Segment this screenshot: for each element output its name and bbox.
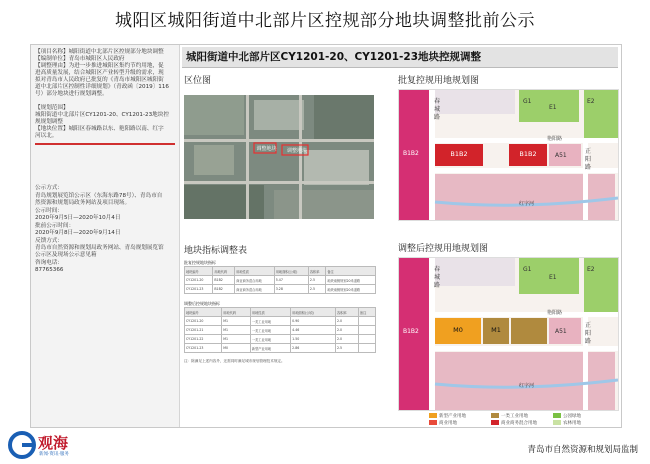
table-header: 用地代码 (213, 267, 235, 276)
notice-line: 青岛市自然资源和规划局政务网站、青岛规划展览馆 (35, 245, 164, 251)
info-line: 拟对青岛市人民政府已批复的《青岛市城阳区城阳街 (35, 77, 164, 83)
zone-label: G1 (523, 266, 532, 273)
table-cell (358, 335, 375, 344)
notice-line: 然资源和规划局政务网站及项目现场。 (35, 200, 131, 206)
info-line: 号）部分地块进行规划调整。 (35, 91, 108, 97)
plot-label: M0 (453, 326, 463, 334)
legend-item: 公园绿地 (553, 413, 581, 419)
table-header: 备注 (358, 308, 375, 317)
notice-line: 2020年9月8日—2020年9月14日 (35, 230, 121, 236)
table-cell: CY1201-20 (185, 317, 222, 326)
legend-item: 农林用地 (553, 420, 581, 426)
info-line: 规规划调整 (35, 119, 63, 125)
plot-label: M1 (491, 326, 501, 334)
info-line: 城阳街道中北部片区CY1201-20、CY1201-23地块控 (35, 112, 169, 118)
table-cell: 3.28 (274, 285, 308, 294)
approved-map-title: 批复控规用地规划图 (398, 76, 480, 86)
road-label: 艳阳路 (547, 136, 563, 142)
adjusted-indicators (184, 307, 376, 353)
table-cell: 2.0 (336, 335, 359, 344)
notice-line: 咨询电话： (35, 260, 63, 266)
road-label: 路 (585, 338, 592, 345)
divider (35, 143, 175, 145)
info-line: 【编制单位】青岛市城阳区人民政府 (35, 56, 125, 62)
road-label: 正 (585, 148, 592, 155)
zone-label: A51 (555, 328, 567, 335)
zone-label: E2 (587, 266, 595, 273)
table-cell: CY1201-23 (185, 344, 222, 353)
table-cell: 地块南侧规划20米道路 (326, 276, 376, 285)
guanhai-logo (8, 430, 88, 460)
table-cell: CY1201-23 (185, 285, 213, 294)
info-line: 进高质量发展，结合城阳区产业转型升级的需求，现 (35, 70, 164, 76)
notice-line: 87765366 (35, 267, 64, 273)
table-cell (358, 326, 375, 335)
table-cell: CY1201-22 (185, 335, 222, 344)
table-row (185, 317, 376, 326)
road-label: 阳 (585, 330, 592, 337)
table-note: 注：除满足上述内容外，还需同时满足城市规划管理技术规定。 (184, 359, 285, 363)
table-cell: 1.50 (291, 335, 336, 344)
table-header: 用地面积(公顷) (274, 267, 308, 276)
table-cell: M0 (222, 344, 251, 353)
table-header: 用地性质 (250, 308, 290, 317)
notice-line: 反馈方式： (35, 238, 63, 244)
table-header: 用地代码 (222, 308, 251, 317)
info-line: 【地块位置】城阳区春城路以东、艳阳路以南、红字 (35, 126, 164, 132)
road-label: 阳 (585, 156, 592, 163)
road-label: 春 (434, 98, 441, 105)
table-row (185, 285, 376, 294)
table-header: 用地面积(公顷) (291, 308, 336, 317)
notice-line: 2020年9月5日—2020年10月4日 (35, 215, 121, 221)
indicator-table (184, 259, 376, 423)
zone-label: B1B2 (403, 328, 419, 335)
table-cell: 2.5 (308, 285, 325, 294)
zone-label: E1 (549, 104, 557, 111)
logo-subtext: 新闻·资讯·服务 (39, 452, 69, 457)
plot-label: B1B2 (450, 150, 468, 158)
notice-line: 公示时间： (35, 208, 63, 214)
photo-label: 调整地块 (256, 146, 277, 152)
table-cell: 2.5 (336, 344, 359, 353)
table-cell: 2.0 (336, 326, 359, 335)
table-header: 地块编号 (185, 308, 222, 317)
zone-label: E1 (549, 274, 557, 281)
table-cell: 2.0 (336, 317, 359, 326)
notice-line: 公示区及现场公示意见箱 (35, 252, 97, 258)
photo-label: 调整地块 (286, 148, 307, 154)
table-cell: M1 (222, 335, 251, 344)
adjusted-land-use-map (398, 257, 619, 411)
table-cell: 2.86 (291, 344, 336, 353)
table-cell: 4.46 (291, 326, 336, 335)
road-label: 春 (434, 266, 441, 273)
table-row (185, 276, 376, 285)
table-cell: M1 (222, 317, 251, 326)
zone-label: A51 (555, 152, 567, 159)
table-cell: 一类工业用地 (250, 317, 290, 326)
table-cell: 新型产业用地 (250, 344, 290, 353)
table-header: 容积率 (308, 267, 325, 276)
footer-org: 青岛市自然资源和规划局监制 (527, 445, 638, 455)
table-cell: 商业商务混合用地 (235, 276, 275, 285)
table-cell: B1B2 (213, 285, 235, 294)
zone-label: E2 (587, 98, 595, 105)
table-title: 地块指标调整表 (184, 246, 248, 256)
river-label: 红字河 (519, 383, 535, 389)
legend-item: 商业用地 (429, 420, 457, 426)
table-row (185, 344, 376, 353)
road-label: 正 (585, 322, 592, 329)
table-cell: CY1201-20 (185, 276, 213, 285)
road-label: 城 (434, 106, 441, 113)
legend-item: 一类工业用地 (491, 413, 528, 419)
page-title: 城阳区城阳街道中北部片区控规部分地块调整批前公示 (115, 11, 535, 31)
aerial-photo (184, 95, 374, 219)
table-cell: M1 (222, 326, 251, 335)
notice-line: 批前公示时间： (35, 223, 75, 229)
map-legend (429, 413, 615, 425)
plot-label: B1B2 (519, 150, 537, 158)
notice-line: 青岛规划展览馆公示区（东海东路78号）、青岛市自 (35, 193, 163, 199)
table-cell: 地块南侧规划20米道路 (326, 285, 376, 294)
info-line: 【规划范围】 (35, 105, 69, 111)
table-cell: 5.47 (274, 276, 308, 285)
info-column (31, 45, 180, 427)
table-header: 备注 (326, 267, 376, 276)
table-section-title: 调整后控规地块指标 (184, 301, 220, 306)
table-cell: 一类工业用地 (250, 326, 290, 335)
table-cell: 2.5 (308, 276, 325, 285)
logo-text: 观海 (38, 434, 69, 452)
table-row (185, 335, 376, 344)
road-label: 城 (434, 274, 441, 281)
table-row (185, 326, 376, 335)
notice-board (30, 44, 622, 428)
table-cell: CY1201-21 (185, 326, 222, 335)
river-label: 红字河 (519, 201, 535, 207)
road-label: 路 (585, 164, 592, 171)
table-section-title: 批复控规地块指标 (184, 260, 216, 265)
table-cell (358, 344, 375, 353)
info-line: 道中北部片区控制性详细规划》（青政函〔2019〕116 (35, 84, 169, 90)
info-line: 【项目名称】城阳街道中北部片区控规部分地块调整 (35, 49, 164, 55)
table-cell: 0.90 (291, 317, 336, 326)
approved-land-use-map (398, 89, 619, 221)
zone-label: B1B2 (403, 150, 419, 157)
road-label: 艳阳路 (547, 310, 563, 316)
table-header: 用地性质 (235, 267, 275, 276)
doc-header: 城阳街道中北部片区CY1201-20、CY1201-23地块控规调整 (182, 47, 618, 68)
legend-item: 商业商务混合用地 (491, 420, 537, 426)
legend-item: 新型产业用地 (429, 413, 466, 419)
info-line: 【调整理由】为进一步推进城阳区集约节约用地，促 (35, 63, 164, 69)
road-label: 路 (434, 114, 441, 121)
table-cell: 商业商务混合用地 (235, 285, 275, 294)
zone-label: G1 (523, 98, 532, 105)
table-cell (358, 317, 375, 326)
table-cell: 一类工业用地 (250, 335, 290, 344)
info-line: 河以北。 (35, 133, 58, 139)
table-header: 地块编号 (185, 267, 213, 276)
approved-indicators (184, 266, 376, 294)
adjusted-map-title: 调整后控规用地规划图 (398, 244, 489, 254)
notice-line: 公示方式： (35, 185, 63, 191)
area-map-title: 区位图 (184, 76, 212, 86)
table-header: 容积率 (336, 308, 359, 317)
road-label: 路 (434, 282, 441, 289)
table-cell: B1B2 (213, 276, 235, 285)
